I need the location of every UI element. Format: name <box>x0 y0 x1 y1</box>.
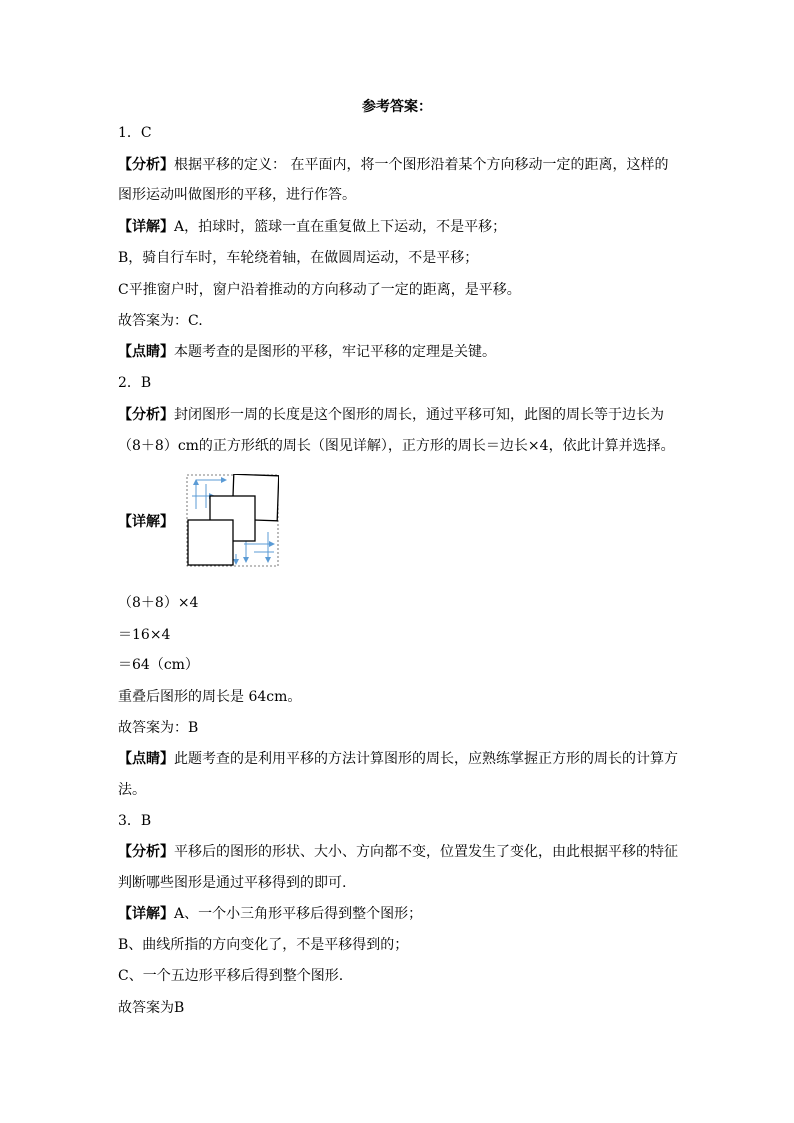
detail-text: A，拍球时，篮球一直在重复做上下运动，不是平移； <box>174 219 507 235</box>
squares-diagram <box>186 474 279 567</box>
q2-number: 2．B <box>118 375 152 391</box>
q2-analysis-line1 <box>118 406 664 424</box>
comment-text: 本题考查的是图形的平移，牢记平移的定理是关键。 <box>174 344 496 360</box>
q2-answer: 故答案为：B <box>118 720 199 736</box>
q3-answer: 故答案为B <box>118 1000 185 1016</box>
analysis-tag: 【分析】 <box>118 407 174 423</box>
analysis-tag: 【分析】 <box>118 157 174 173</box>
q1-comment <box>118 343 496 361</box>
q3-analysis-line2: 判断哪些图形是通过平移得到的即可. <box>118 875 347 891</box>
q1-answer: 故答案为：C. <box>118 313 203 329</box>
overlapping-squares-figure <box>186 474 279 567</box>
q2-result: 重叠后图形的周长是 64cm。 <box>118 689 302 705</box>
comment-tag: 【点睛】 <box>118 344 174 360</box>
square-bottom-left <box>188 520 233 565</box>
comment-tag: 【点睛】 <box>118 751 174 767</box>
q3-number: 3．B <box>118 813 152 829</box>
q1-detail-line2: B，骑自行车时，车轮绕着轴，在做圆周运动，不是平移； <box>118 250 479 266</box>
q1-analysis-line1 <box>118 156 668 174</box>
q2-comment-line2: 法。 <box>118 782 146 798</box>
q2-calc-line3: ＝64（cm） <box>118 657 199 673</box>
q1-analysis-line2: 图形运动叫做图形的平移，进行作答。 <box>118 187 356 203</box>
detail-tag: 【详解】 <box>118 906 174 922</box>
q3-detail-line3: C、一个五边形平移后得到整个图形. <box>118 968 344 984</box>
q2-calc-line2: ＝16×4 <box>118 627 171 643</box>
q1-detail-line3: C平推窗户时，窗户沿着推动的方向移动了一定的距离，是平移。 <box>118 282 521 298</box>
q3-analysis-line1 <box>118 843 678 861</box>
q2-calc-line1: （8＋8）×4 <box>118 595 199 611</box>
q3-detail-line2: B、曲线所指的方向变化了，不是平移得到的； <box>118 937 409 953</box>
analysis-text: 平移后的图形的形状、大小、方向都不变，位置发生了变化，由此根据平移的特征 <box>174 844 678 860</box>
q3-detail-line1 <box>118 905 422 923</box>
detail-text: A、一个小三角形平移后得到整个图形； <box>174 906 423 922</box>
analysis-text: 根据平移的定义： 在平面内，将一个图形沿着某个方向移动一定的距离，这样的 <box>174 157 669 173</box>
q2-comment-line1 <box>118 750 678 768</box>
comment-text: 此题考查的是利用平移的方法计算图形的周长，应熟练掌握正方形的周长的计算方 <box>174 751 678 767</box>
q2-analysis-line2: （8＋8）cm的正方形纸的周长（图见详解），正方形的周长＝边长×4，依此计算并选择。 <box>118 438 675 454</box>
q1-detail-line1 <box>118 218 506 236</box>
detail-tag: 【详解】 <box>118 219 174 235</box>
q1-number: 1．C <box>118 125 152 141</box>
analysis-text: 封闭图形一周的长度是这个图形的周长，通过平移可知，此图的周长等于边长为 <box>174 407 664 423</box>
q2-detail-tag: 【详解】 <box>118 514 174 530</box>
page-title: 参考答案： <box>362 99 432 115</box>
analysis-tag: 【分析】 <box>118 844 174 860</box>
